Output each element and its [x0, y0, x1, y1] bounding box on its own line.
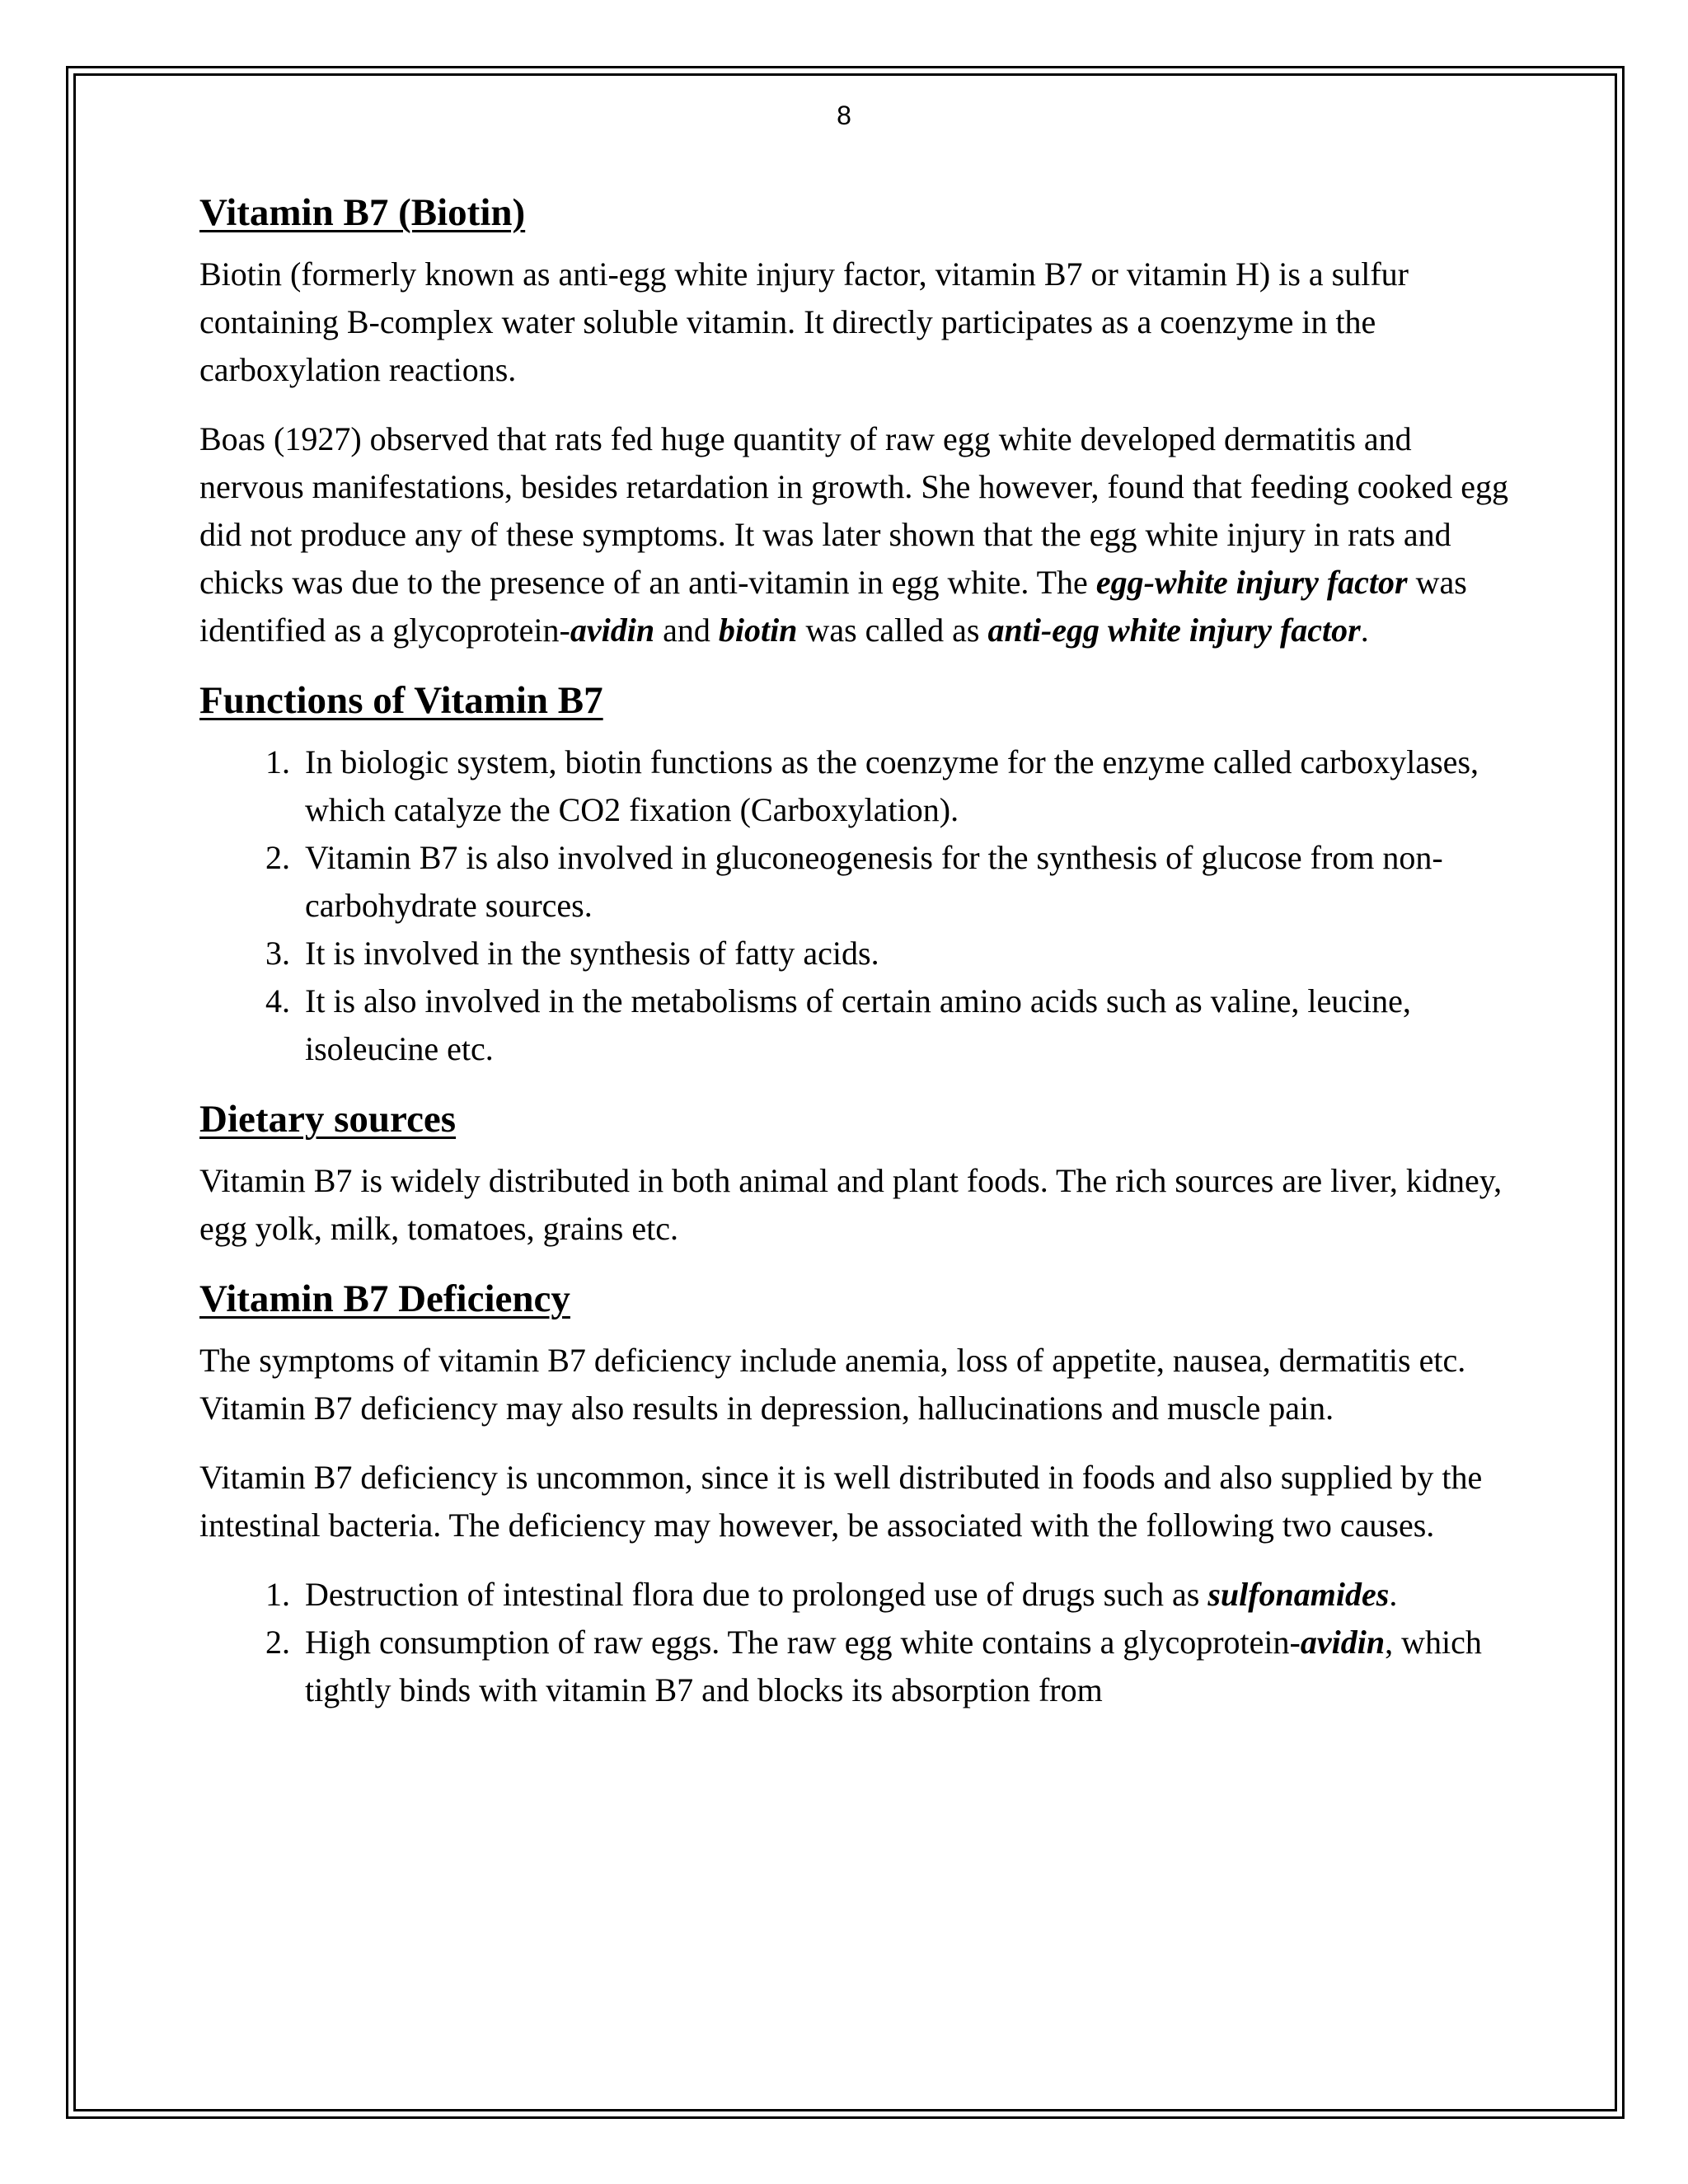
dietary-sources-paragraph: Vitamin B7 is widely distributed in both animal and plant foods. The rich sources are liver, kidney, egg yolk, milk, tomatoes, grains etc. — [199, 1162, 1503, 1247]
boas-paragraph — [199, 415, 1510, 654]
deficiency-symptoms-paragraph: The symptoms of vitamin B7 deficiency include anemia, loss of appetite, nausea, dermatitis etc. Vitamin B7 deficiency may also results in depression, hallucinations and muscle pain. — [199, 1342, 1466, 1427]
section-heading-deficiency: Vitamin B7 Deficiency — [199, 1277, 570, 1320]
page-number: 8 — [837, 101, 851, 130]
text-run: , which tightly binds with vitamin B7 and blocks its absorption from — [305, 1624, 1482, 1708]
emphasis-egg-white-injury-factor: egg-white injury factor — [1095, 564, 1408, 601]
page-content — [199, 188, 1510, 1736]
text-run: Boas (1927) observed that rats fed huge quantity of raw egg white developed dermatitis and nervous manifestations, besides retardation in growth. She however, found that feeding cooked egg did not produce any of these symptoms. It was later shown that the egg white injury in rats and chicks was due to the presence of an anti-vitamin in egg white. The — [199, 420, 1508, 601]
deficiency-causes-list — [199, 1571, 1510, 1714]
list-item: 4. It is also involved in the metabolisms of certain amino acids such as valine, leucine, isoleucine etc. — [298, 977, 1510, 1073]
text-run: was identified as a glycoprotein- — [199, 564, 1467, 649]
biotin-intro-paragraph: Biotin (formerly known as anti-egg white injury factor, vitamin B7 or vitamin H) is a sulfur containing B-complex water soluble vitamin. It directly participates as a coenzyme in the carboxylation reactions. — [199, 255, 1409, 388]
section-heading-biotin: Vitamin B7 (Biotin) — [199, 191, 526, 234]
text-run: High consumption of raw eggs. The raw egg white contains a glycoprotein- — [305, 1624, 1301, 1661]
text-run: and — [654, 612, 719, 649]
functions-list — [199, 738, 1510, 1073]
list-item: 1. In biologic system, biotin functions as the coenzyme for the enzyme called carboxylases, which catalyze the CO2 fixation (Carboxylation). — [298, 738, 1510, 834]
list-item — [298, 1619, 1510, 1714]
text-run: Destruction of intestinal flora due to prolonged use of drugs such as — [305, 1576, 1208, 1613]
text-run: was called as — [797, 612, 988, 649]
section-heading-functions: Functions of Vitamin B7 — [199, 679, 603, 722]
emphasis-anti-egg-white-injury-factor: anti-egg white injury factor — [987, 612, 1361, 649]
deficiency-causes-paragraph: Vitamin B7 deficiency is uncommon, since it is well distributed in foods and also supplied by the intestinal bacteria. The deficiency may however, be associated with the following two causes. — [199, 1459, 1483, 1544]
list-item: 2. Vitamin B7 is also involved in gluconeogenesis for the synthesis of glucose from non-carbohydrate sources. — [298, 834, 1510, 930]
section-heading-dietary-sources: Dietary sources — [199, 1098, 457, 1141]
emphasis-avidin: avidin — [1300, 1624, 1386, 1661]
emphasis-biotin: biotin — [718, 612, 798, 649]
text-run: . — [1360, 612, 1369, 649]
emphasis-avidin: avidin — [570, 612, 655, 649]
list-item — [298, 1571, 1510, 1619]
emphasis-sulfonamides: sulfonamides — [1207, 1576, 1390, 1613]
list-item: 3. It is involved in the synthesis of fatty acids. — [298, 930, 1510, 977]
text-run: . — [1389, 1576, 1398, 1613]
